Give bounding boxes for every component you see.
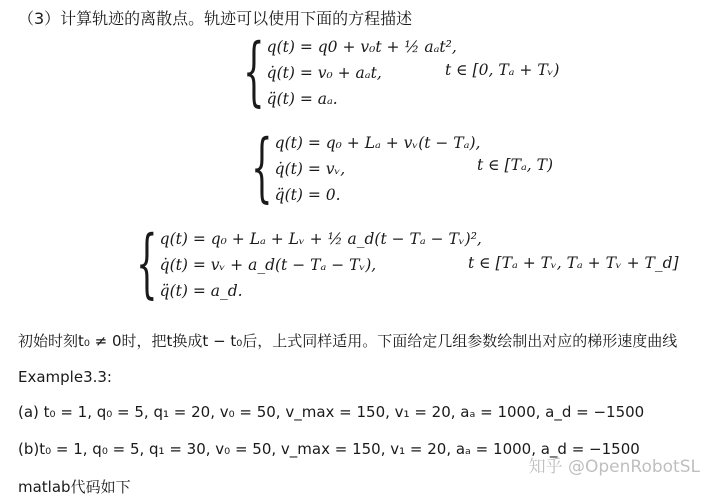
code-note: matlab代码如下 bbox=[18, 478, 131, 496]
acceleration-equation: q̈(t) = a_d. bbox=[159, 282, 243, 300]
watermark: 知乎 @OpenRobotSL bbox=[528, 457, 700, 477]
equation-system-1 bbox=[243, 28, 457, 117]
time-interval-1: t ∈ [0, Tₐ + Tᵥ) bbox=[445, 61, 560, 79]
position-equation: q(t) = q0 + v₀t + ½ aₐt², bbox=[266, 38, 457, 56]
position-equation: q(t) = q₀ + Lₐ + vᵥ(t − Tₐ), bbox=[274, 134, 481, 152]
time-interval-2: t ∈ [Tₐ, T) bbox=[477, 156, 554, 174]
velocity-equation: q̇(t) = vᵥ + a_d(t − Tₐ − Tᵥ), bbox=[159, 256, 377, 274]
left-brace: { bbox=[136, 221, 158, 309]
left-brace: { bbox=[243, 28, 265, 117]
time-interval-3: t ∈ [Tₐ + Tᵥ, Tₐ + Tᵥ + T_d] bbox=[468, 254, 679, 272]
left-brace: { bbox=[251, 125, 273, 213]
velocity-equation: q̇(t) = v₀ + aₐt, bbox=[266, 64, 382, 82]
section-heading: （3）计算轨迹的离散点。轨迹可以使用下面的方程描述 bbox=[18, 9, 413, 28]
velocity-equation: q̇(t) = vᵥ, bbox=[274, 160, 346, 178]
initial-time-note: 初始时刻t₀ ≠ 0时，把t换成t − t₀后，上式同样适用。下面给定几组参数绘制出对应的梯形速度曲线 bbox=[18, 332, 678, 350]
position-equation: q(t) = q₀ + Lₐ + Lᵥ + ½ a_d(t − Tₐ − Tᵥ)², bbox=[159, 230, 482, 248]
acceleration-equation: q̈(t) = 0. bbox=[274, 186, 341, 204]
parameter-set-b: (b)t₀ = 1, q₀ = 5, q₁ = 30, v₀ = 50, v_max = 150, v₁ = 20, aₐ = 1000, a_d = −1500 bbox=[18, 440, 640, 458]
equation-system-3 bbox=[136, 221, 482, 309]
example-title: Example3.3: bbox=[18, 368, 112, 386]
equation-system-2 bbox=[251, 125, 481, 213]
acceleration-equation: q̈(t) = aₐ. bbox=[266, 90, 338, 108]
parameter-set-a: (a) t₀ = 1, q₀ = 5, q₁ = 20, v₀ = 50, v_max = 150, v₁ = 20, aₐ = 1000, a_d = −1500 bbox=[18, 403, 645, 421]
